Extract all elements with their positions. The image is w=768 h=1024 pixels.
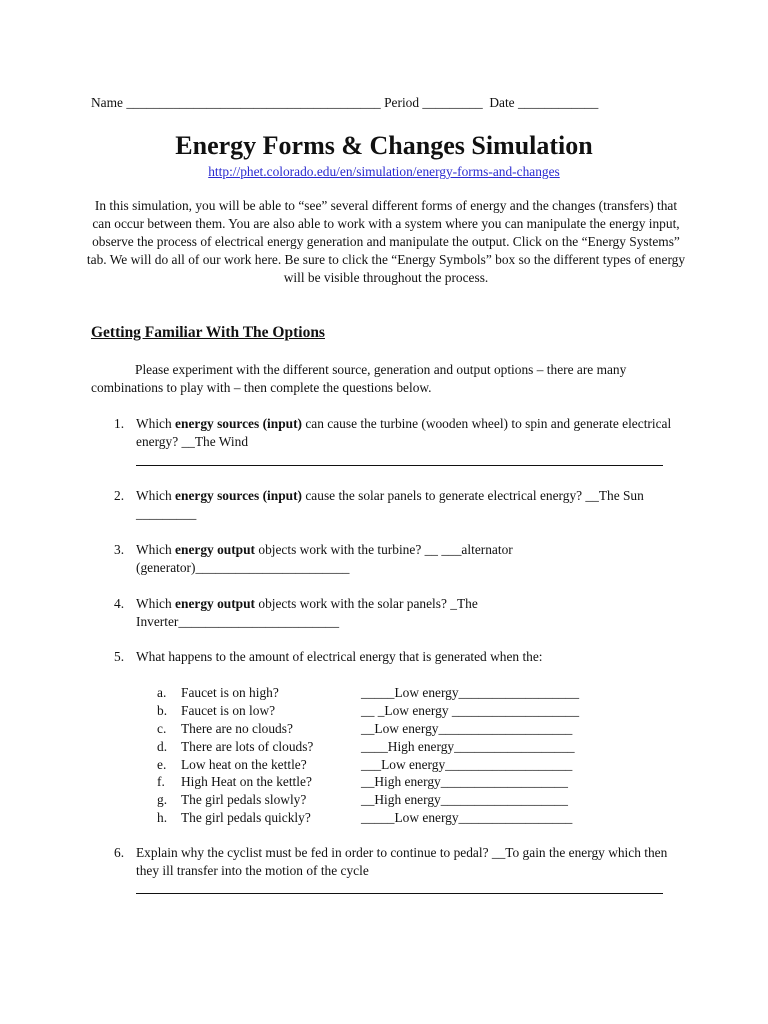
question-3-pre: Which bbox=[136, 542, 176, 557]
sub-item-letter: g. bbox=[157, 792, 168, 807]
question-3-number: 3. bbox=[114, 542, 125, 557]
name-period-date-line: Name ______________________________________ Period _________ Date ____________ bbox=[91, 95, 599, 110]
sub-item-answer: ____High energy__________________ bbox=[361, 739, 575, 754]
sub-item-text: The girl pedals slowly? bbox=[181, 792, 307, 807]
question-5: What happens to the amount of electrical energy that is generated when the: bbox=[136, 649, 543, 664]
question-1-pre: Which bbox=[136, 416, 176, 431]
sub-item-text: Faucet is on low? bbox=[181, 703, 276, 718]
question-4 bbox=[136, 595, 566, 631]
answer-line-1 bbox=[136, 465, 663, 466]
question-1 bbox=[136, 415, 676, 451]
section-heading: Getting Familiar With The Options bbox=[91, 324, 325, 341]
sub-item-letter: e. bbox=[157, 757, 167, 772]
question-3 bbox=[136, 541, 596, 577]
question-1-bold: energy sources (input) bbox=[175, 416, 303, 431]
sub-item-answer: __High energy___________________ bbox=[361, 774, 568, 789]
question-4-number: 4. bbox=[114, 596, 125, 611]
sub-item-letter: c. bbox=[157, 721, 167, 736]
sub-item-letter: h. bbox=[157, 810, 168, 825]
question-1-number: 1. bbox=[114, 416, 125, 431]
question-2-pre: Which bbox=[136, 488, 176, 503]
instructions-paragraph bbox=[91, 361, 691, 397]
question-4-post: objects work with the solar panels? _The Inverter________________________ bbox=[136, 596, 478, 629]
question-6: Explain why the cyclist must be fed in order to continue to pedal? __To gain the energy which then they ill transfer into the motion of the cycle bbox=[136, 845, 668, 878]
sub-item-text: Faucet is on high? bbox=[181, 685, 279, 700]
question-2-number: 2. bbox=[114, 488, 125, 503]
sub-item-text: There are lots of clouds? bbox=[181, 739, 314, 754]
instructions-text: Please experiment with the different source, generation and output options – there are many combinations to play with – then complete the questions below. bbox=[91, 362, 627, 395]
question-2-post: cause the solar panels to generate electrical energy? __The Sun _________ bbox=[136, 488, 644, 521]
sub-item-answer: _____Low energy__________________ bbox=[361, 685, 580, 700]
sub-item-letter: f. bbox=[157, 774, 165, 789]
intro-paragraph: In this simulation, you will be able to “see” several different forms of energy and the changes (transfers) that can occur between them. You are also able to work with a system where you can manipulate the energy input, observe the process of electrical energy generation and manipulate the output. Click on the “Energy Systems” tab. We will do all of our work here. Be sure to click the “Energy Symbols” box so the different types of energy will be visible throughout the process. bbox=[86, 198, 686, 285]
sub-item-answer: __Low energy____________________ bbox=[361, 721, 573, 736]
page-title: Energy Forms & Changes Simulation bbox=[175, 131, 593, 160]
question-2 bbox=[136, 487, 676, 523]
question-3-post: objects work with the turbine? __ ___alternator (generator)_______________________ bbox=[136, 542, 513, 575]
sub-item-letter: d. bbox=[157, 739, 168, 754]
question-3-bold: energy output bbox=[175, 542, 256, 557]
question-4-pre: Which bbox=[136, 596, 176, 611]
sub-item-text: High Heat on the kettle? bbox=[181, 774, 312, 789]
sub-item-answer: __ _Low energy ___________________ bbox=[361, 703, 580, 718]
question-4-bold: energy output bbox=[175, 596, 256, 611]
question-6-number: 6. bbox=[114, 845, 125, 860]
sub-item-text: Low heat on the kettle? bbox=[181, 757, 307, 772]
sub-item-text: There are no clouds? bbox=[181, 721, 293, 736]
simulation-link[interactable]: http://phet.colorado.edu/en/simulation/energy-forms-and-changes bbox=[208, 164, 560, 179]
sub-item-answer: ___Low energy___________________ bbox=[361, 757, 573, 772]
answer-line-6 bbox=[136, 893, 663, 894]
sub-item-answer: __High energy___________________ bbox=[361, 792, 568, 807]
sub-item-answer: _____Low energy_________________ bbox=[361, 810, 573, 825]
question-2-bold: energy sources (input) bbox=[175, 488, 303, 503]
sub-item-text: The girl pedals quickly? bbox=[181, 810, 311, 825]
question-1-post: can cause the turbine (wooden wheel) to spin and generate electrical energy? __The Wind bbox=[136, 416, 672, 449]
sub-item-letter: b. bbox=[157, 703, 168, 718]
sub-item-letter: a. bbox=[157, 685, 167, 700]
question-5-number: 5. bbox=[114, 649, 125, 664]
